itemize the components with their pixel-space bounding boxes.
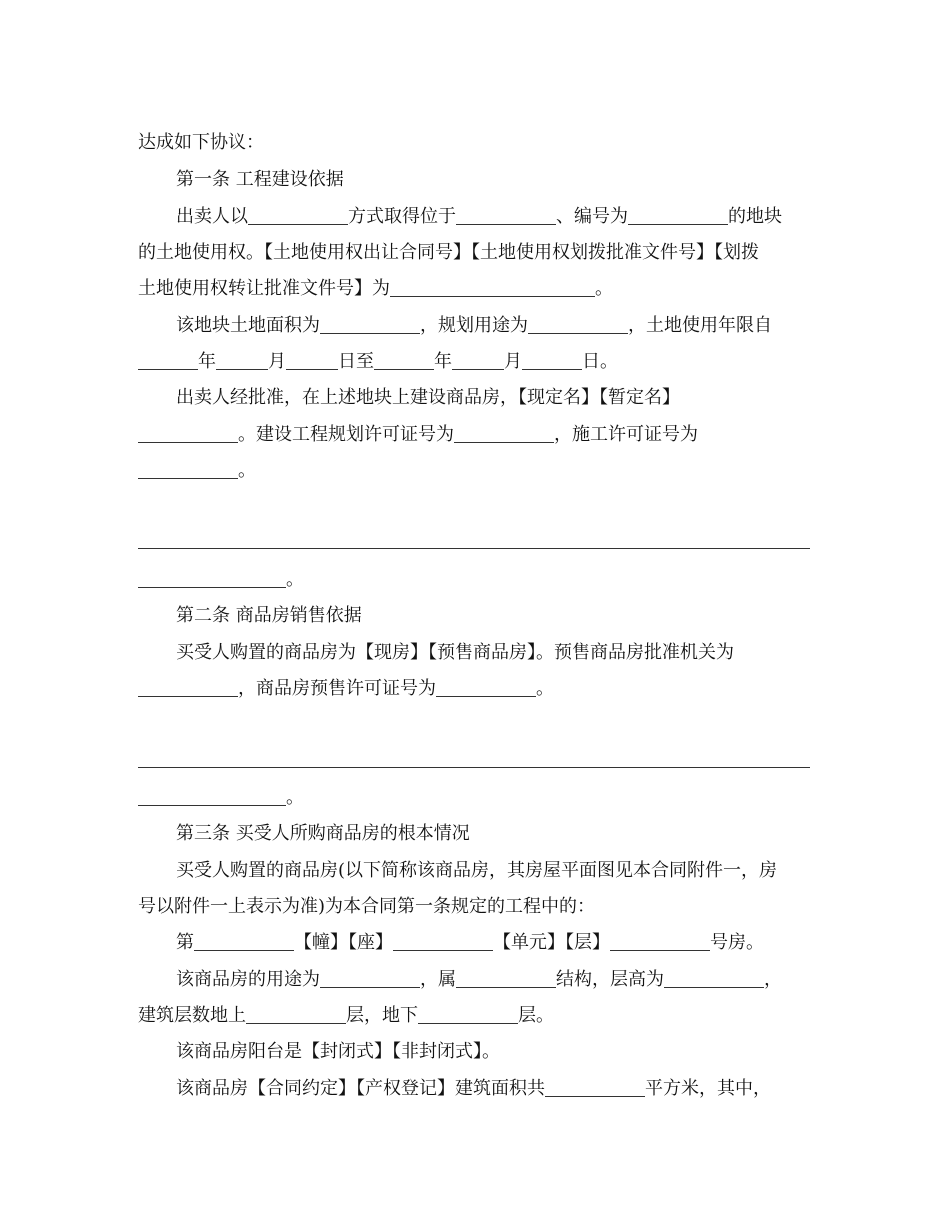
blank-field [320, 969, 420, 988]
article-3-heading: 第三条 买受人所购商品房的根本情况 [176, 823, 470, 844]
article-1-para-3-line-2: 。建设工程规划许可证号为 ，施工许可证号为 [138, 422, 698, 448]
blank-field [456, 206, 556, 225]
article-2-para-1-line-2: ，商品房预售许可证号为 。 [138, 676, 554, 702]
article-2-heading: 第二条 商品房销售依据 [176, 605, 362, 626]
article-3-para-1-line-2: 号以附件一上表示为准)为本合同第一条规定的工程中的： [138, 896, 596, 917]
blank-field [138, 678, 238, 697]
article-3-para-3-line-2: 建筑层数地上 层，地下 层。 [138, 1005, 554, 1026]
blank-field [286, 351, 338, 370]
article-2-para-1-line-1: 买受人购置的商品房为【现房】【预售商品房】。预售商品房批准机关为 [176, 642, 734, 663]
blank-field [138, 787, 286, 806]
blank-field [246, 1005, 346, 1024]
blank-field [452, 351, 504, 370]
article-1-para-2-line-2: 年 月 日至 年 月 日。 [138, 349, 618, 375]
blank-field [374, 351, 434, 370]
blank-field [138, 569, 286, 588]
blank-field [456, 969, 556, 988]
blank-field [628, 206, 728, 225]
blank-field [436, 678, 536, 697]
blank-field [664, 969, 764, 988]
article-1-para-3-line-1: 出卖人经批准，在上述地块上建设商品房，【现定名】【暂定名】 [176, 387, 680, 408]
article-3-para-4: 该商品房阳台是【封闭式】【非封闭式】。 [176, 1041, 500, 1062]
blank-field [393, 932, 493, 951]
blank-field [248, 206, 348, 225]
article-1-para-1-line-3: 土地使用权转让批准文件号】为 。 [138, 278, 613, 299]
blank-field [454, 424, 554, 443]
blank-field [194, 932, 294, 951]
article-1-heading: 第一条 工程建设依据 [176, 169, 344, 190]
blank-field [138, 460, 238, 479]
blank-rule [138, 767, 810, 768]
blank-field [138, 424, 238, 443]
blank-field [138, 351, 198, 370]
blank-field [610, 932, 710, 951]
blank-field [545, 1078, 645, 1097]
article-1-end-line: 。 [138, 567, 304, 593]
article-3-para-5: 该商品房【合同约定】【产权登记】建筑面积共 平方米，其中， [176, 1078, 771, 1099]
article-3-para-1-line-1: 买受人购置的商品房(以下简称该商品房，其房屋平面图见本合同附件一，房 [176, 860, 778, 881]
blank-field [528, 315, 628, 334]
article-1-para-1-line-2: 的土地使用权。【土地使用权出让合同号】【土地使用权划拨批准文件号】【划拨 [138, 242, 759, 263]
blank-field [320, 315, 420, 334]
intro-line: 达成如下协议： [138, 132, 264, 153]
article-1-para-3-line-3: 。 [138, 458, 256, 484]
blank-field [216, 351, 268, 370]
blank-field [418, 1005, 518, 1024]
blank-field [390, 278, 595, 297]
article-3-para-2: 第 【幢】【座】 【单元】【层】 号房。 [176, 932, 764, 953]
article-2-end-line: 。 [138, 785, 304, 811]
blank-field [522, 351, 582, 370]
article-1-para-2-line-1: 该地块土地面积为 ，规划用途为 ，土地使用年限自 [176, 315, 772, 336]
article-3-para-3-line-1: 该商品房的用途为 ，属 结构，层高为 ， [176, 969, 782, 990]
blank-rule [138, 548, 810, 549]
article-1-para-1-line-1: 出卖人以 方式取得位于 、编号为 的地块 [176, 206, 782, 227]
